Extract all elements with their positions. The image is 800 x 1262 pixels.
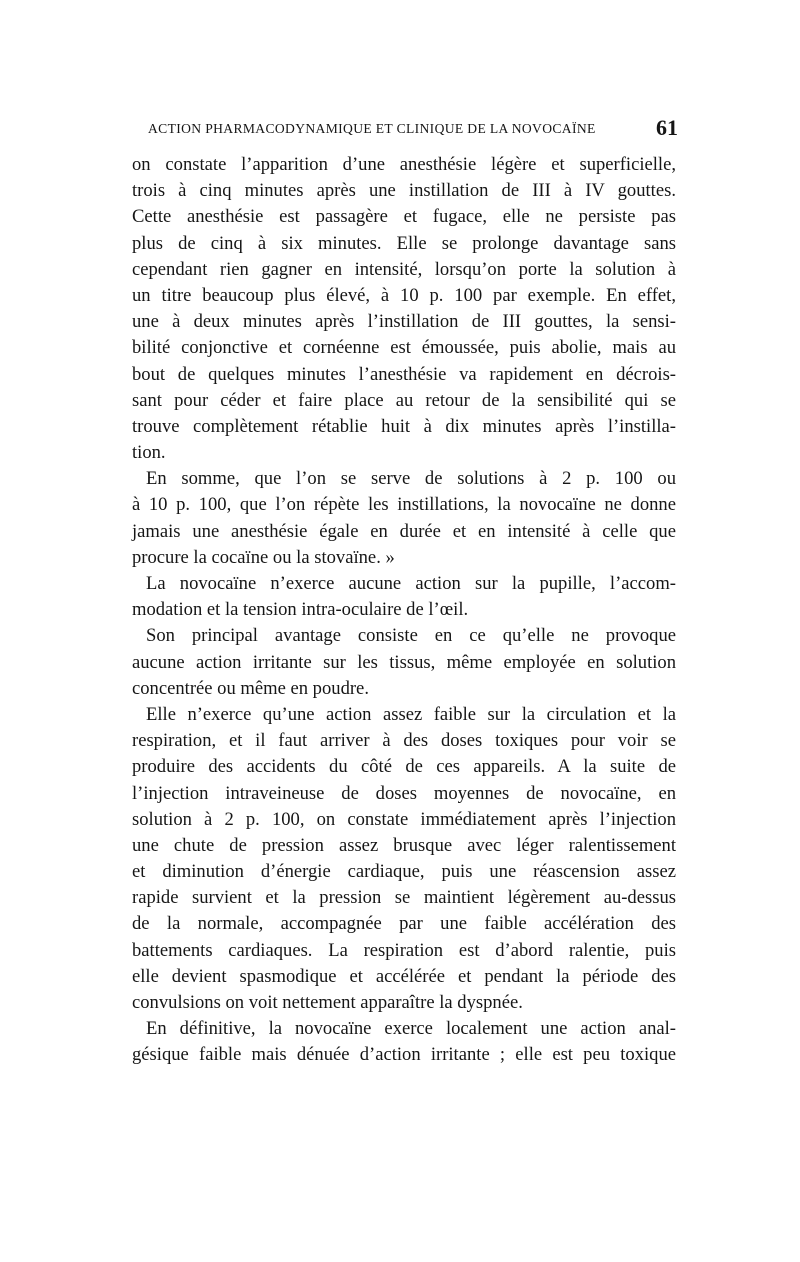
text-line: concentrée ou même en poudre. — [132, 677, 369, 699]
text-line: convulsions on voit nettement apparaître la dyspnée. — [132, 992, 523, 1013]
paragraph — [132, 623, 676, 702]
text-line: plus de cinq à six minutes. Elle se prolonge davantage sans — [132, 232, 676, 254]
text-line: modation et la tension intra-oculaire de l’œil. — [132, 599, 469, 621]
text-line: une chute de pression assez brusque avec léger ralentissement — [132, 834, 676, 856]
text-line: à 10 p. 100, que l’on répète les instillations, la novocaïne ne donne — [132, 494, 676, 516]
text-line: procure la cocaïne ou la stovaïne. » — [132, 546, 395, 568]
text-line: produire des accidents du côté de ces appareils. A la suite de — [132, 756, 676, 778]
text-line: cependant rien gagner en intensité, lorsqu’on porte la solution à — [132, 258, 676, 280]
text-line: et diminution d’énergie cardiaque, puis une réascension assez — [132, 861, 676, 883]
paragraph — [132, 1016, 676, 1068]
text-line: battements cardiaques. La respiration est d’abord ralentie, puis — [132, 939, 676, 961]
text-line: Elle n’exerce qu’une action assez faible sur la circulation et la — [146, 703, 676, 725]
paragraph — [132, 152, 676, 466]
text-line: jamais une anesthésie égale en durée et en intensité à celle que — [132, 520, 676, 542]
text-line: Cette anesthésie est passagère et fugace, elle ne persiste pas — [132, 206, 676, 228]
text-line: La novocaïne n’exerce aucune action sur la pupille, l’accom- — [146, 573, 676, 594]
text-line: gésique faible mais dénuée d’action irritante ; elle est peu toxique — [132, 1044, 676, 1066]
text-line: En somme, que l’on se serve de solutions à 2 p. 100 ou — [146, 468, 676, 490]
running-title: ACTION PHARMACODYNAMIQUE ET CLINIQUE DE LA NOVOCAÏNE — [148, 121, 596, 136]
body-text — [132, 152, 676, 1069]
text-line: solution à 2 p. 100, on constate immédiatement après l’injection — [132, 808, 676, 830]
text-line: trouve complètement rétablie huit à dix minutes après l’instilla- — [132, 415, 676, 437]
text-line: bout de quelques minutes l’anesthésie va rapidement en décrois- — [132, 363, 676, 385]
running-head — [138, 117, 682, 141]
text-line: de la normale, accompagnée par une faible accélération des — [132, 913, 676, 935]
page-number: 61 — [656, 115, 678, 140]
text-line: respiration, et il faut arriver à des doses toxiques pour voir se — [132, 730, 676, 752]
text-line: on constate l’apparition d’une anesthésie légère et superficielle, — [132, 154, 676, 175]
text-line: sant pour céder et faire place au retour de la sensibilité qui se — [132, 389, 676, 411]
text-line: elle devient spasmodique et accélérée et pendant la période des — [132, 965, 676, 987]
text-line: l’injection intraveineuse de doses moyennes de novocaïne, en — [132, 782, 676, 804]
text-line: rapide survient et la pression se maintient légèrement au-dessus — [132, 887, 676, 909]
text-line: un titre beaucoup plus élevé, à 10 p. 100 par exemple. En effet, — [132, 284, 676, 306]
text-line: En définitive, la novocaïne exerce localement une action anal- — [146, 1018, 676, 1040]
text-line: aucune action irritante sur les tissus, même employée en solution — [132, 651, 676, 673]
paragraph — [132, 466, 676, 571]
text-line: bilité conjonctive et cornéenne est émoussée, puis abolie, mais au — [132, 337, 676, 359]
text-line: Son principal avantage consiste en ce qu’elle ne provoque — [146, 625, 676, 647]
text-line: tion. — [132, 442, 166, 464]
text-line: une à deux minutes après l’instillation de III gouttes, la sensi- — [132, 311, 676, 333]
text-line: trois à cinq minutes après une instillation de III à IV gouttes. — [132, 180, 676, 202]
paragraph — [132, 571, 676, 623]
paragraph — [132, 702, 676, 1016]
